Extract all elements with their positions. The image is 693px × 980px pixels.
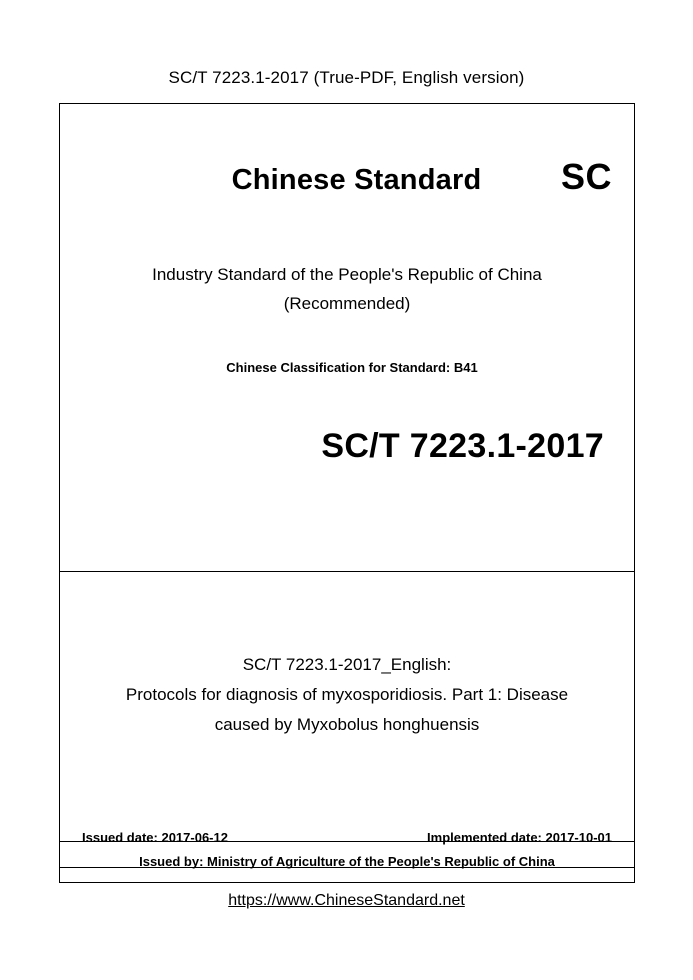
cover-subtitle bbox=[60, 260, 634, 318]
cover-subtitle-line-1: Industry Standard of the People's Republic of China bbox=[152, 265, 542, 284]
issued-by-box: Issued by: Ministry of Agriculture of the People's Republic of China bbox=[59, 841, 635, 883]
implemented-date: Implemented date: 2017-10-01 bbox=[427, 830, 612, 845]
english-title-line-3: caused by Myxobolus honghuensis bbox=[214, 715, 480, 734]
cover-lower-section bbox=[60, 572, 634, 867]
page-header-title: SC/T 7223.1-2017 (True-PDF, English version) bbox=[168, 68, 525, 87]
title-row bbox=[60, 104, 634, 198]
sc-logo-mark: SC bbox=[560, 156, 612, 197]
cover-english-title bbox=[60, 572, 634, 740]
cover-main-title: Chinese Standard bbox=[231, 164, 482, 196]
cover-upper-section bbox=[60, 104, 634, 572]
cover-classification: Chinese Classification for Standard: B41 bbox=[226, 360, 478, 375]
cover-standard-number: SC/T 7223.1-2017 bbox=[321, 427, 604, 465]
cover-subtitle-line-2: (Recommended) bbox=[283, 294, 411, 313]
english-title-line-2: Protocols for diagnosis of myxosporidiosis. Part 1: Disease bbox=[125, 685, 569, 704]
cover-frame bbox=[59, 103, 635, 868]
footer-website-link[interactable]: https://www.ChineseStandard.net bbox=[228, 892, 465, 909]
english-title-line-1: SC/T 7223.1-2017_English: bbox=[242, 655, 452, 674]
issued-date: Issued date: 2017-06-12 bbox=[82, 830, 228, 845]
